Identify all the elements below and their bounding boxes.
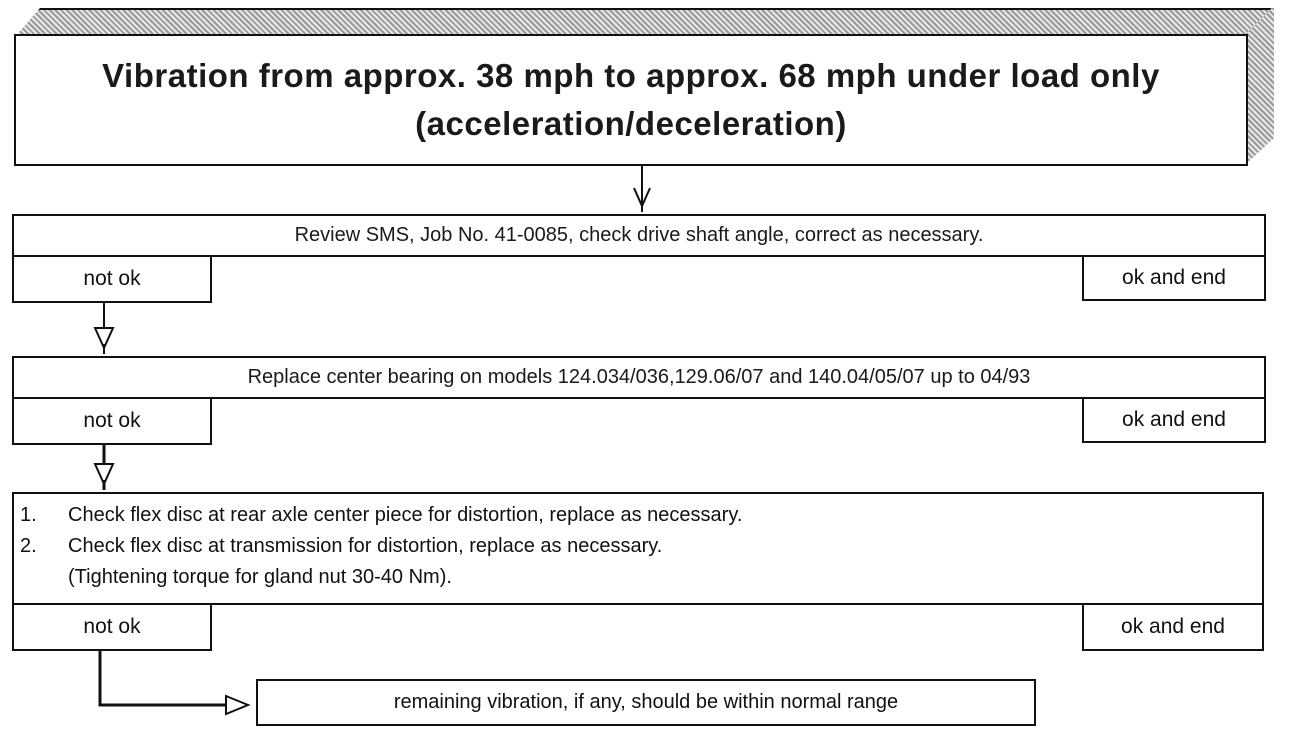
step-2-ok-and-end-label: ok and end <box>1122 408 1226 431</box>
step-3-not-ok-label: not ok <box>83 615 141 638</box>
step-3-ok-and-end-label: ok and end <box>1121 615 1225 638</box>
step-3-item-1-text: Check flex disc at rear axle center piece for distortion, replace as necessary. <box>68 504 743 526</box>
title-line-1: Vibration from approx. 38 mph to approx. 68 mph under load only <box>102 57 1160 94</box>
arrow-title-to-step-1 <box>634 166 650 212</box>
step-2-text: Replace center bearing on models 124.034/036,129.06/07 and 140.04/05/07 up to 04/93 <box>247 366 1031 388</box>
step-1-ok-and-end-label: ok and end <box>1122 266 1226 289</box>
arrow-step-2-to-step-3 <box>95 445 113 490</box>
arrow-step-3-to-final <box>100 651 248 714</box>
step-1-not-ok-label: not ok <box>83 267 141 290</box>
step-3-item-2-number: 2. <box>20 535 37 557</box>
step-3-item-2-text: Check flex disc at transmission for distortion, replace as necessary. <box>68 535 663 557</box>
step-3-item-1-number: 1. <box>20 504 37 526</box>
final-text: remaining vibration, if any, should be within normal range <box>393 691 899 713</box>
step-2-not-ok-label: not ok <box>83 409 141 432</box>
title-line-2: (acceleration/deceleration) <box>415 105 847 142</box>
step-1-text: Review SMS, Job No. 41-0085, check drive shaft angle, correct as necessary. <box>294 224 984 246</box>
step-3-item-3-text: (Tightening torque for gland nut 30-40 Nm). <box>68 566 452 588</box>
arrow-step-1-to-step-2 <box>95 303 113 354</box>
